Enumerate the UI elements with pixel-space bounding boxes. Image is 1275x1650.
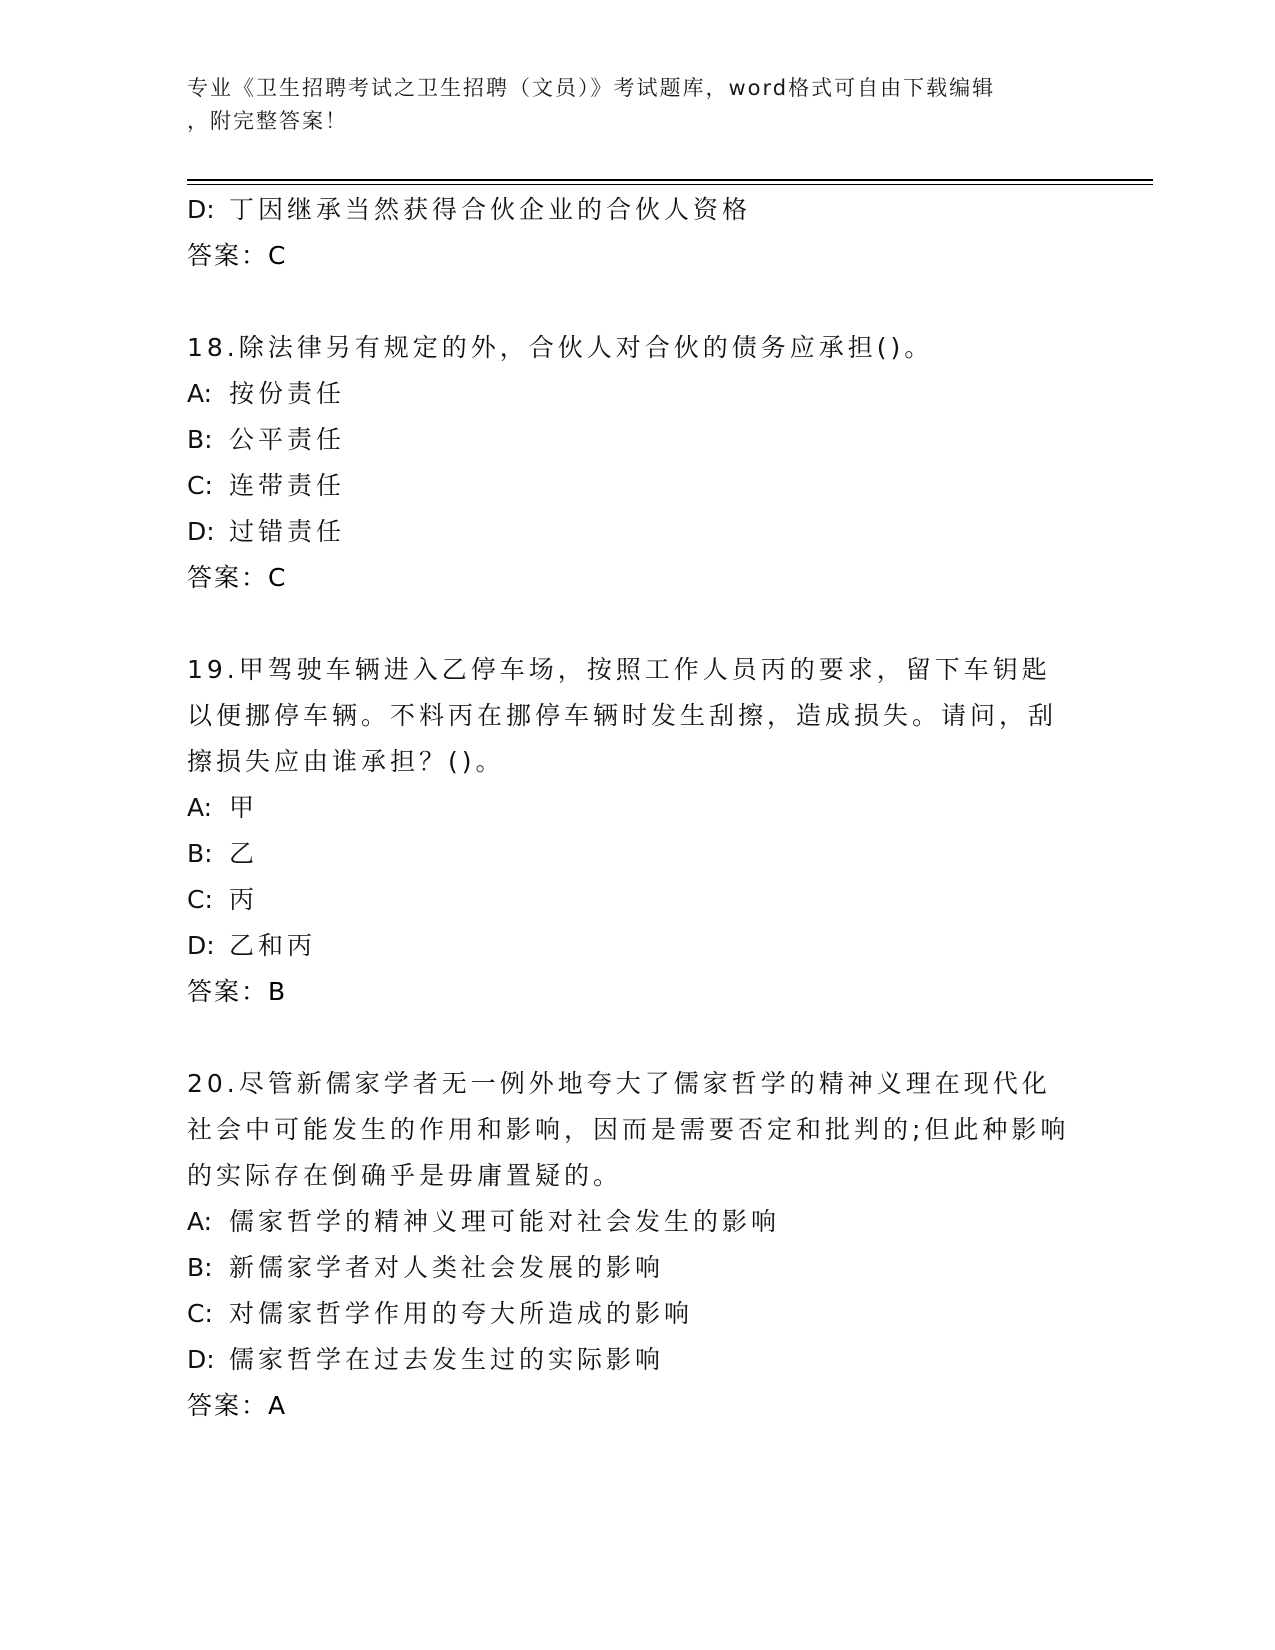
option-label: A: <box>187 793 213 822</box>
answer-line: 答案：A <box>187 1391 288 1420</box>
question-stem: 18.除法律另有规定的外，合伙人对合伙的债务应承担()。 <box>187 333 934 362</box>
option-a <box>187 785 1087 831</box>
option-label: C: <box>187 471 213 500</box>
option-label: D: <box>187 517 215 546</box>
document-header <box>187 72 1077 138</box>
question-20 <box>187 1061 1087 1429</box>
option-text: 儒家哲学在过去发生过的实际影响 <box>229 1345 665 1374</box>
option-d <box>187 1337 1087 1383</box>
option-text: 儒家哲学的精神义理可能对社会发生的影响 <box>229 1207 781 1236</box>
option-label: A: <box>187 379 213 408</box>
option-text: 过错责任 <box>229 517 346 546</box>
option-label: D: <box>187 195 215 224</box>
option-label: C: <box>187 1299 213 1328</box>
answer-line: 答案：C <box>187 563 288 592</box>
option-text: 按份责任 <box>229 379 346 408</box>
option-text: 对儒家哲学作用的夸大所造成的影响 <box>229 1299 694 1328</box>
option-label: D: <box>187 1345 215 1374</box>
option-label: B: <box>187 425 213 454</box>
option-text: 连带责任 <box>229 471 346 500</box>
option-b <box>187 417 1087 463</box>
option-c <box>187 1291 1087 1337</box>
option-label: D: <box>187 931 215 960</box>
option-text: 甲 <box>229 793 259 822</box>
option-d <box>187 187 1087 233</box>
option-a <box>187 1199 1087 1245</box>
option-b <box>187 1245 1087 1291</box>
header-line-2: ，附完整答案！ <box>187 109 348 133</box>
option-text: 丙 <box>229 885 259 914</box>
question-stem: 19.甲驾驶车辆进入乙停车场，按照工作人员丙的要求，留下车钥匙以便挪停车辆。不料丙在挪停车辆时发生刮擦，造成损失。请问，刮擦损失应由谁承担？()。 <box>187 655 1058 776</box>
question-list <box>187 187 1087 1429</box>
option-c <box>187 463 1087 509</box>
option-d <box>187 509 1087 555</box>
option-text: 乙 <box>229 839 259 868</box>
answer-line: 答案：B <box>187 977 288 1006</box>
option-a <box>187 371 1087 417</box>
question-stem: 20.尽管新儒家学者无一例外地夸大了儒家哲学的精神义理在现代化社会中可能发生的作用和影响，因而是需要否定和批判的;但此种影响的实际存在倒确乎是毋庸置疑的。 <box>187 1069 1070 1190</box>
header-line-1: 专业《卫生招聘考试之卫生招聘（文员）》考试题库，word格式可自由下载编辑 <box>187 76 996 100</box>
option-label: B: <box>187 1253 213 1282</box>
option-text: 公平责任 <box>229 425 346 454</box>
option-text: 乙和丙 <box>229 931 317 960</box>
option-text: 新儒家学者对人类社会发展的影响 <box>229 1253 665 1282</box>
question-19 <box>187 647 1087 1015</box>
header-divider-thick <box>187 179 1153 181</box>
option-label: A: <box>187 1207 213 1236</box>
question-18 <box>187 325 1087 601</box>
header-divider-thin <box>187 184 1153 185</box>
option-text: 丁因继承当然获得合伙企业的合伙人资格 <box>229 195 752 224</box>
option-c <box>187 877 1087 923</box>
option-label: C: <box>187 885 213 914</box>
option-b <box>187 831 1087 877</box>
option-label: B: <box>187 839 213 868</box>
answer-line: 答案：C <box>187 241 288 270</box>
option-d <box>187 923 1087 969</box>
